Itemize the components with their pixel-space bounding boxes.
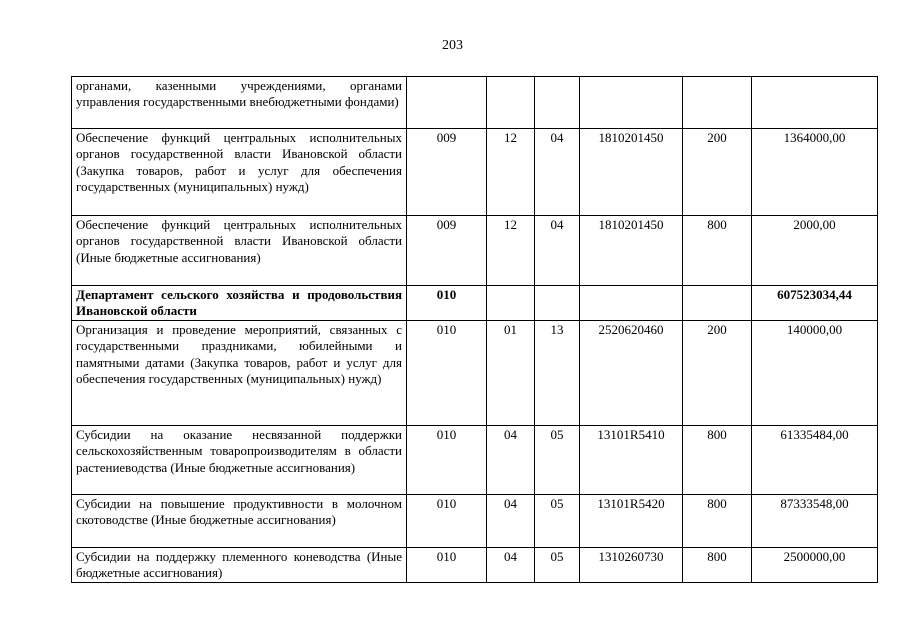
expense-type-cell: 800 (683, 548, 752, 583)
target-code-cell: 1310260730 (580, 548, 683, 583)
subsection-code-cell: 05 (535, 495, 580, 548)
section-code-cell: 04 (487, 495, 535, 548)
ministry-code-cell: 009 (407, 216, 487, 286)
expense-name-cell: Субсидии на оказание несвязанной поддержки сельскохозяйственным товаропроизводителям в области растениеводства (Иные бюджетные ассигнования) (72, 426, 407, 495)
subsection-code-cell: 04 (535, 129, 580, 216)
expense-type-cell (683, 77, 752, 129)
target-code-cell: 1810201450 (580, 129, 683, 216)
ministry-code-cell: 009 (407, 129, 487, 216)
amount-cell: 1364000,00 (752, 129, 878, 216)
table-row (72, 129, 878, 216)
section-code-cell (487, 286, 535, 321)
target-code-cell: 1810201450 (580, 216, 683, 286)
expense-name-cell: органами, казенными учреждениями, органами управления государственными внебюджетными фондами) (72, 77, 407, 129)
target-code-cell: 2520620460 (580, 321, 683, 426)
ministry-code-cell: 010 (407, 426, 487, 495)
table-row (72, 216, 878, 286)
expense-type-cell: 200 (683, 129, 752, 216)
table-row (72, 426, 878, 495)
section-code-cell (487, 77, 535, 129)
expense-name-cell: Субсидии на поддержку племенного коневодства (Иные бюджетные ассигнования) (72, 548, 407, 583)
amount-cell (752, 77, 878, 129)
subsection-code-cell: 05 (535, 426, 580, 495)
expense-type-cell: 200 (683, 321, 752, 426)
amount-cell: 2000,00 (752, 216, 878, 286)
table-row (72, 548, 878, 583)
ministry-code-cell: 010 (407, 548, 487, 583)
department-total-cell: 607523034,44 (752, 286, 878, 321)
expense-type-cell: 800 (683, 495, 752, 548)
subsection-code-cell: 05 (535, 548, 580, 583)
amount-cell: 140000,00 (752, 321, 878, 426)
expense-type-cell (683, 286, 752, 321)
subsection-code-cell (535, 286, 580, 321)
section-code-cell: 12 (487, 216, 535, 286)
subsection-code-cell: 13 (535, 321, 580, 426)
target-code-cell: 13101R5420 (580, 495, 683, 548)
expense-type-cell: 800 (683, 426, 752, 495)
expense-name-cell: Организация и проведение мероприятий, связанных с государственными праздниками, юбилейными и памятными датами (Закупка товаров, работ и услуг для обеспечения государственных (муниципальных) нужд) (72, 321, 407, 426)
page-number: 203 (442, 38, 463, 53)
amount-cell: 61335484,00 (752, 426, 878, 495)
budget-table (71, 76, 878, 583)
ministry-code-cell: 010 (407, 321, 487, 426)
table-row (72, 286, 878, 321)
section-code-cell: 01 (487, 321, 535, 426)
amount-cell: 2500000,00 (752, 548, 878, 583)
expense-name-cell: Обеспечение функций центральных исполнительных органов государственной власти Ивановской области (Закупка товаров, работ и услуг для обеспечения государственных (муниципальных) нужд) (72, 129, 407, 216)
section-code-cell: 04 (487, 426, 535, 495)
subsection-code-cell (535, 77, 580, 129)
expense-name-cell: Субсидии на повышение продуктивности в молочном скотоводстве (Иные бюджетные ассигнования) (72, 495, 407, 548)
target-code-cell: 13101R5410 (580, 426, 683, 495)
target-code-cell (580, 77, 683, 129)
section-code-cell: 12 (487, 129, 535, 216)
target-code-cell (580, 286, 683, 321)
ministry-code-cell (407, 77, 487, 129)
table-row (72, 321, 878, 426)
expense-name-cell: Обеспечение функций центральных исполнительных органов государственной власти Ивановской области (Иные бюджетные ассигнования) (72, 216, 407, 286)
ministry-code-cell: 010 (407, 495, 487, 548)
section-code-cell: 04 (487, 548, 535, 583)
subsection-code-cell: 04 (535, 216, 580, 286)
table-row (72, 495, 878, 548)
table-row (72, 77, 878, 129)
expense-type-cell: 800 (683, 216, 752, 286)
amount-cell: 87333548,00 (752, 495, 878, 548)
ministry-code-cell: 010 (407, 286, 487, 321)
department-name-cell: Департамент сельского хозяйства и продовольствия Ивановской области (72, 286, 407, 321)
